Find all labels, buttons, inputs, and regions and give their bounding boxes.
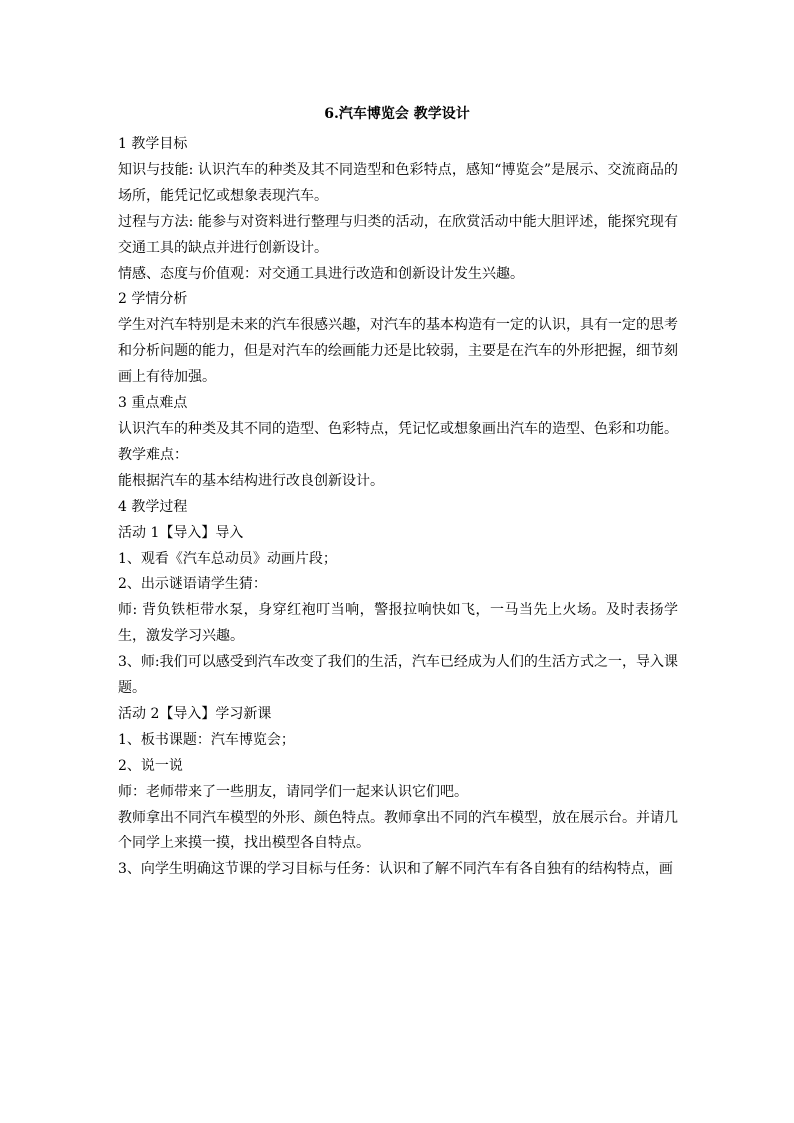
list-item: 3、向学生明确这节课的学习目标与任务：认识和了解不同汽车有各自独有的结构特点，画 (118, 861, 673, 878)
list-item: 2、说一说 (118, 757, 183, 774)
paragraph-teaching-difficulty: 能根据汽车的基本结构进行改良创新设计。 (118, 472, 384, 489)
label-teaching-difficulty: 教学难点： (118, 446, 188, 463)
list-item: 3、师:我们可以感受到汽车改变了我们的生活，汽车已经成为人们的生活方式之一，导入课题。 (118, 654, 678, 697)
heading-teaching-process: 4 教学过程 (118, 498, 188, 515)
paragraph-teacher-intro: 师：老师带来了一些朋友，请同学们一起来认识它们吧。 (118, 783, 468, 800)
heading-key-difficulties: 3 重点难点 (118, 395, 188, 412)
list-item: 1、板书课题：汽车博览会； (118, 731, 295, 748)
document-title: 6.汽车博览会 教学设计 (324, 106, 470, 122)
list-item: 1、观看《汽车总动员》动画片段； (118, 550, 337, 567)
heading-activity-2: 活动 2【导入】学习新课 (118, 705, 272, 722)
paragraph-process-methods: 过程与方法: 能参与对资料进行整理与归类的活动，在欣赏活动中能大胆评述，能探究现有交通工具的缺点并进行创新设计。 (118, 213, 678, 256)
document-body (118, 132, 678, 883)
paragraph-emotion-values: 情感、态度与价值观：对交通工具进行改造和创新设计发生兴趣。 (118, 265, 524, 282)
list-item: 2、出示谜语请学生猜： (118, 576, 267, 593)
paragraph-student-analysis: 学生对汽车特别是未来的汽车很感兴趣，对汽车的基本构造有一定的认识，具有一定的思考和分析问题的能力，但是对汽车的绘画能力还是比较弱，主要是在汽车的外形把握，细节刻画上有待加强。 (118, 317, 678, 386)
paragraph-knowledge-skills: 知识与技能: 认识汽车的种类及其不同造型和色彩特点，感知“博览会”是展示、交流商品的场所，能凭记忆或想象表现汽车。 (118, 161, 678, 204)
paragraph-model-activity: 教师拿出不同汽车模型的外形、颜色特点。教师拿出不同的汽车模型，放在展示台。并请几个同学上来摸一摸，找出模型各自特点。 (118, 809, 678, 852)
heading-student-analysis: 2 学情分析 (118, 291, 188, 308)
heading-teaching-goals: 1 教学目标 (118, 136, 188, 152)
paragraph-riddle: 师: 背负铁柜带水泵，身穿红袍叮当响，警报拉响快如飞，一马当先上火场。及时表扬学生，激发学习兴趣。 (118, 602, 678, 645)
heading-activity-1: 活动 1【导入】导入 (118, 524, 244, 541)
paragraph-key-points: 认识汽车的种类及其不同的造型、色彩特点，凭记忆或想象画出汽车的造型、色彩和功能。 (118, 420, 678, 437)
